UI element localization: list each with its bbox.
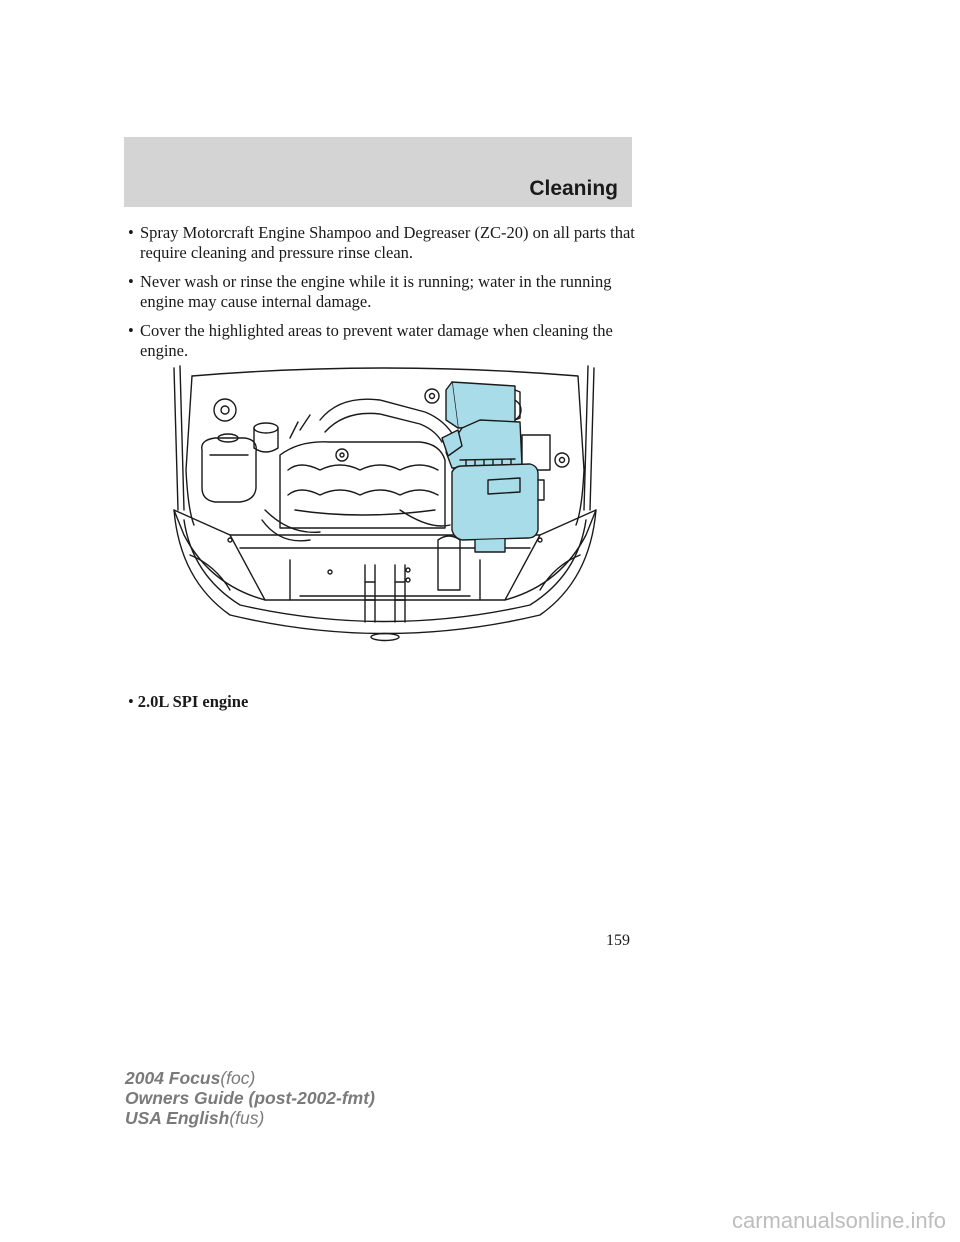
bullet-text: Never wash or rinse the engine while it is running; water in the running engine may cause internal damage. [140,272,612,311]
page-number: 159 [606,932,630,949]
bullet-dot: • [128,692,134,711]
bullet-list [128,223,638,370]
bullet-item [128,272,638,312]
bullet-text: Spray Motorcraft Engine Shampoo and Degreaser (ZC-20) on all parts that require cleaning and pressure rinse clean. [140,223,635,262]
footer-meta [125,1068,375,1128]
bullet-dot: • [128,321,134,340]
footer-line-1 [125,1068,375,1088]
footer-model: 2004 Focus [125,1068,221,1088]
engine-compartment-illustration [170,360,600,648]
footer-model-code: (foc) [220,1068,256,1088]
footer-line-2: Owners Guide (post-2002-fmt) [125,1088,375,1108]
footer-language-code: (fus) [229,1108,265,1128]
section-header-band [124,137,632,207]
bullet-item [128,321,638,361]
watermark: carmanualsonline.info [731,1208,946,1233]
bullet-dot: • [128,272,134,291]
footer-line-3 [125,1108,375,1128]
section-title: Cleaning [529,177,618,200]
engine-label-text: 2.0L SPI engine [137,692,249,711]
engine-label [128,692,248,712]
bullet-item [128,223,638,263]
bullet-dot: • [128,223,134,242]
footer-language: USA English [125,1108,230,1128]
bullet-text: Cover the highlighted areas to prevent water damage when cleaning the engine. [140,321,613,360]
